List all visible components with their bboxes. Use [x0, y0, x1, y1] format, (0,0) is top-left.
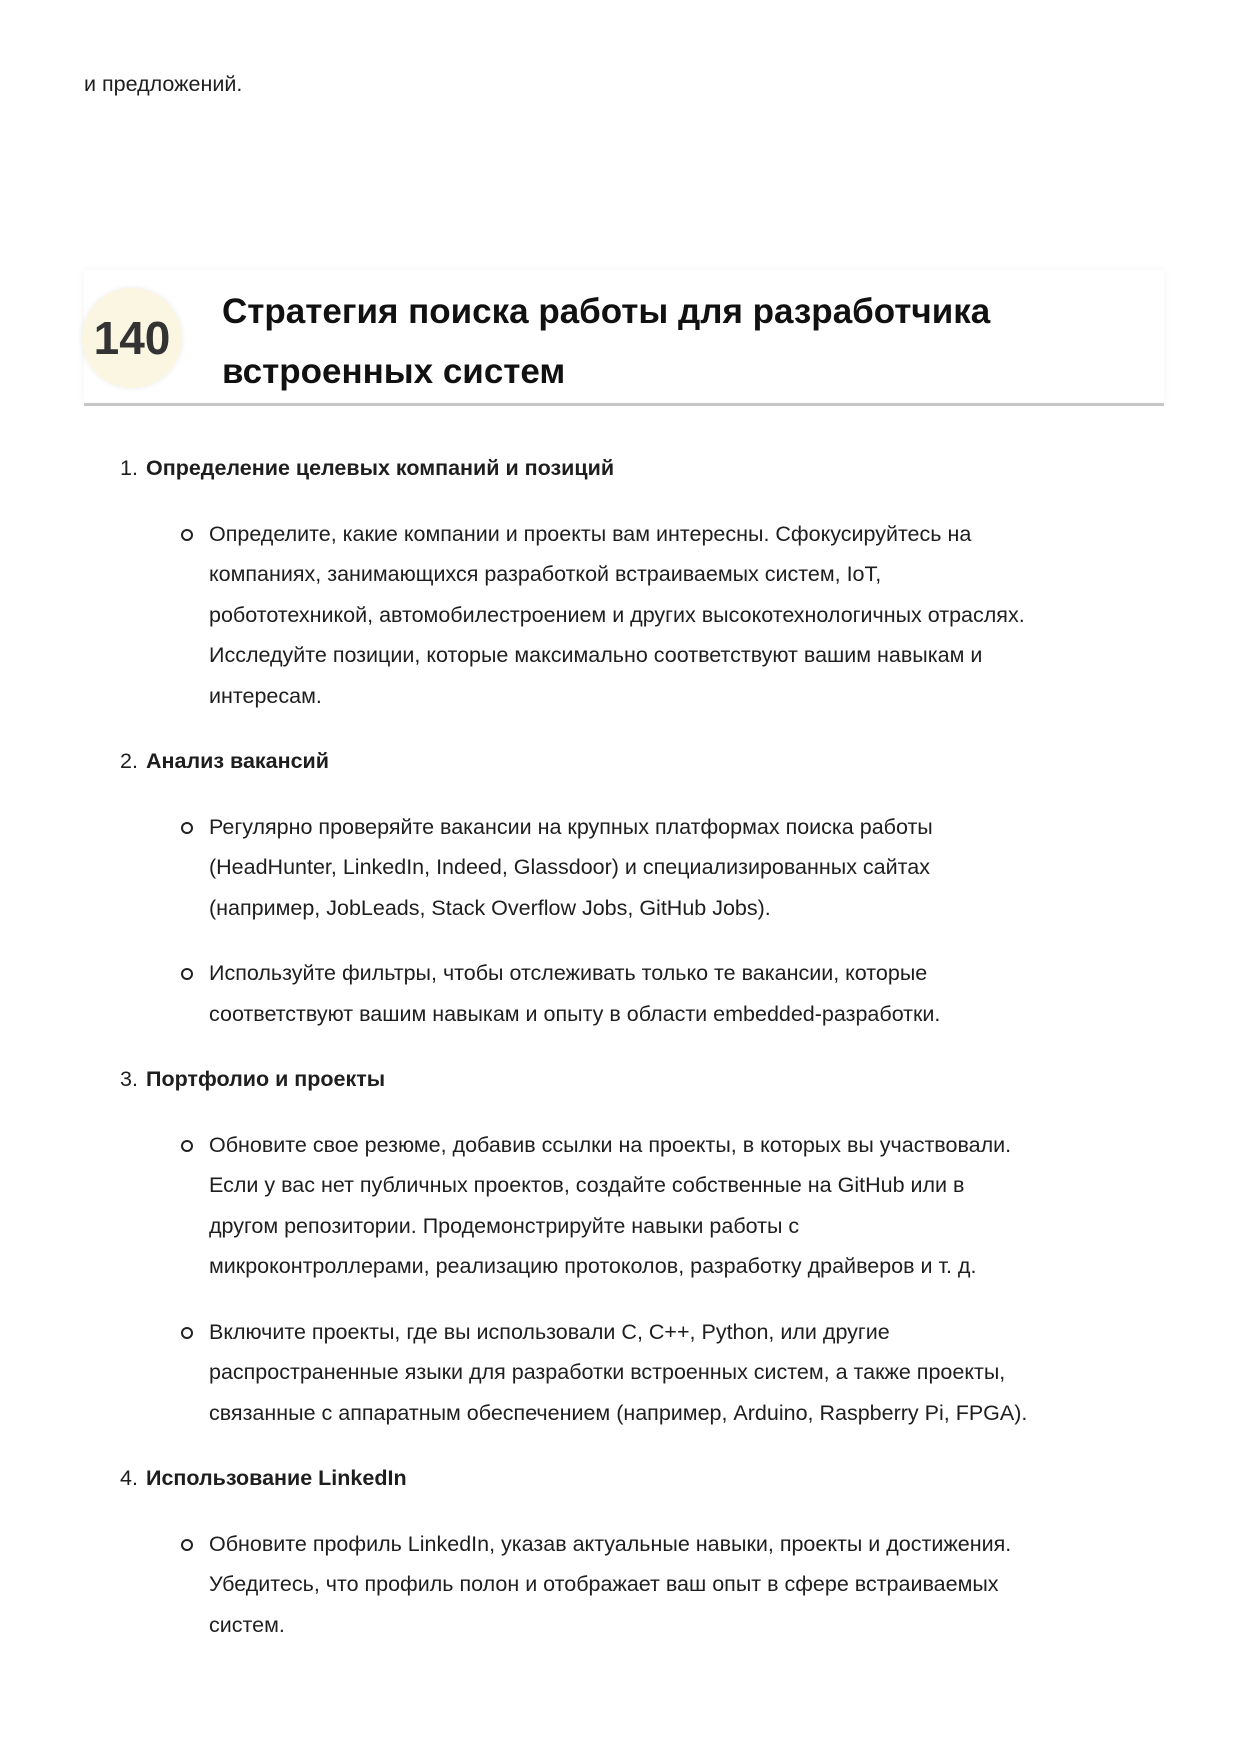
bullet-icon: [181, 1140, 193, 1152]
list-number: 2.: [120, 749, 138, 773]
bullet-icon: [181, 1539, 193, 1551]
bullet-icon: [181, 968, 193, 980]
bullet-icon: [181, 822, 193, 834]
list-item: [0, 1524, 1239, 1646]
list-number: 3.: [120, 1067, 138, 1091]
list-heading-text: Использование LinkedIn: [146, 1466, 407, 1490]
list-number: 4.: [120, 1466, 138, 1490]
list-heading-text: Анализ вакансий: [146, 749, 329, 773]
section-content: [0, 448, 1239, 1670]
list-item-text: Используйте фильтры, чтобы отслеживать только те вакансии, которые соответствуют вашим навыкам и опыту в области embedded-разработки.: [209, 961, 941, 1026]
section-title: Стратегия поиска работы для разработчика встроенных систем: [222, 292, 991, 391]
section-divider: [84, 403, 1164, 406]
list-item-text: Включите проекты, где вы использовали C, C++, Python, или другие распространенные языки для разработки встроенных систем, а также проекты, связанные с аппаратным обеспечением (например, Arduino, Raspberry Pi, FPGA).: [209, 1319, 1028, 1425]
list-item-text: Обновите профиль LinkedIn, указав актуальные навыки, проекты и достижения. Убедитесь, что профиль полон и отображает ваш опыт в сфере встраиваемых систем.: [209, 1531, 1012, 1637]
list-heading: [0, 741, 1239, 782]
list-item: [0, 953, 1239, 1034]
bullet-icon: [181, 1327, 193, 1339]
list-item: [0, 1312, 1239, 1434]
list-item: [0, 1125, 1239, 1287]
list-heading: [0, 1059, 1239, 1100]
list-number: 1.: [120, 456, 138, 480]
list-heading: [0, 448, 1239, 489]
list-item-text: Определите, какие компании и проекты вам интересны. Сфокусируйтесь на компаниях, занимающихся разработкой встраиваемых систем, IoT, робототехникой, автомобилестроением и других высокотехнологичных отраслях. Исследуйте позиции, которые максимально соответствуют вашим навыкам и интересам.: [209, 521, 1025, 708]
list-item: [0, 807, 1239, 929]
intro-text: и предложений.: [84, 72, 243, 96]
list-item-text: Регулярно проверяйте вакансии на крупных платформах поиска работы (HeadHunter, LinkedIn, Indeed, Glassdoor) и специализированных сайтах (например, JobLeads, Stack Overflow Jobs, GitHub Jobs).: [209, 814, 933, 920]
list-heading: [0, 1458, 1239, 1499]
list-item: [0, 514, 1239, 717]
list-heading-text: Портфолио и проекты: [146, 1067, 386, 1091]
list-heading-text: Определение целевых компаний и позиций: [146, 456, 615, 480]
list-item-text: Обновите свое резюме, добавив ссылки на проекты, в которых вы участвовали. Если у вас нет публичных проектов, создайте собственные на GitHub или в другом репозитории. Продемонстрируйте навыки работы с микроконтроллерами, реализацию протоколов, разработку драйверов и т. д.: [209, 1132, 1012, 1278]
section-number-badge: 140: [82, 288, 182, 388]
bullet-icon: [181, 529, 193, 541]
